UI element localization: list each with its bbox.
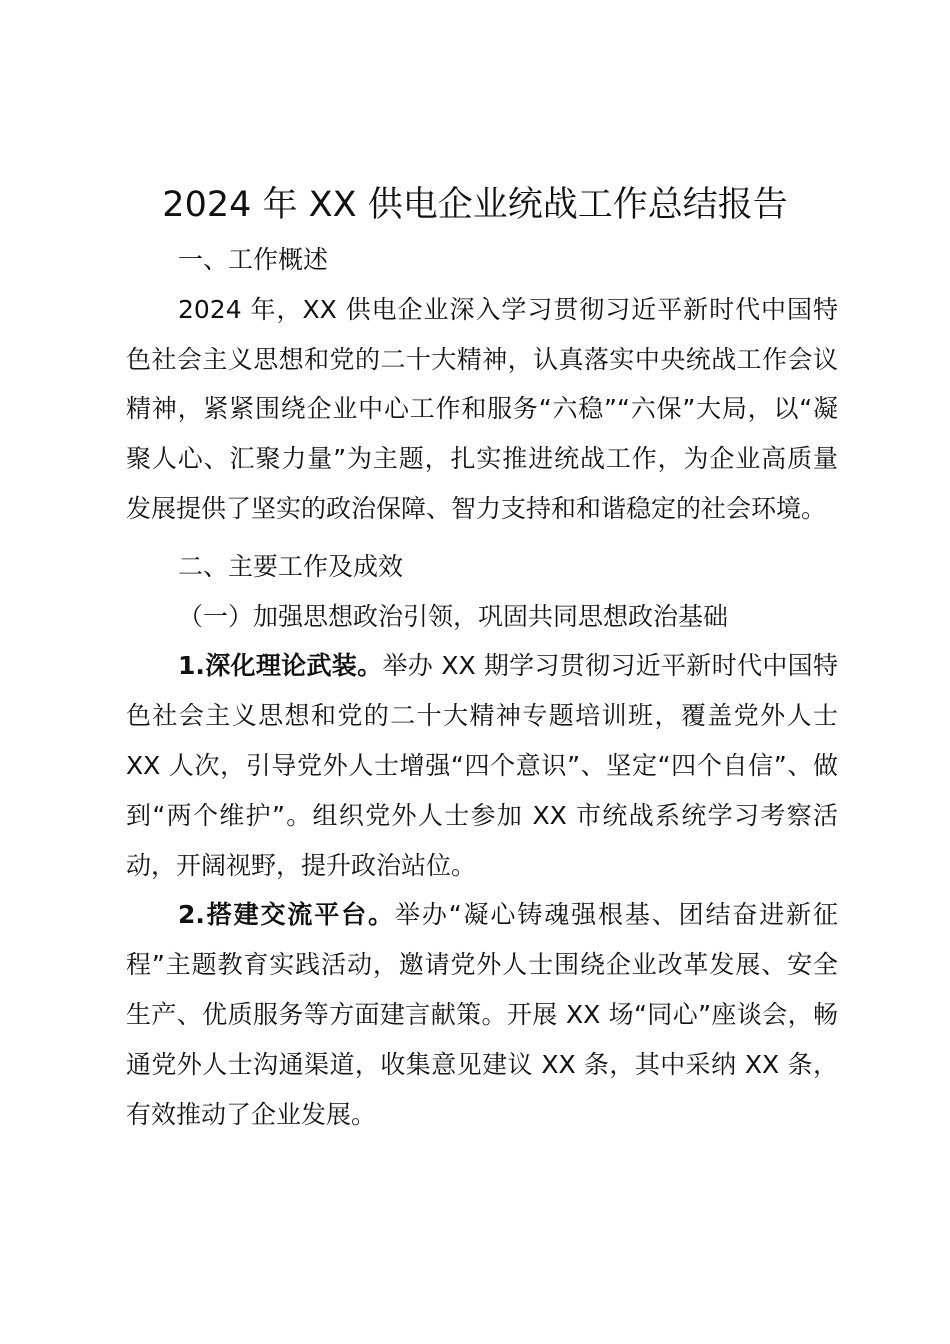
document-body [126,235,838,1139]
document-title: 2024 年 XX 供电企业统战工作总结报告 [162,185,788,225]
paragraph-overview: 2024 年，XX 供电企业深入学习贯彻习近平新时代中国特色社会主义思想和党的二十大精神，认真落实中央统战工作会议精神，紧紧围绕企业中心工作和服务“六稳”“六保”大局，以“凝聚人心、汇聚力量”为主题，扎实推进统战工作，为企业高质量发展提供了坚实的政治保障、智力支持和和谐稳定的社会环境。 [126,294,838,523]
paragraph-item-1 [126,641,838,890]
item-2-lead: 2.搭建交流平台。 [178,900,395,930]
section-heading-overview: 一、工作概述 [178,245,329,274]
item-1-text: 举办 XX 期学习贯彻习近平新时代中国特色社会主义思想和党的二十大精神专题培训班，覆盖党外人士 XX 人次，引导党外人士增强“四个意识”、坚定“四个自信”、做到“两个维护”。组织党外人士参加 XX 市统战系统学习考察活动，开阔视野，提升政治站位。 [126,651,838,880]
item-2-text: 举办“凝心铸魂强根基、团结奋进新征程”主题教育实践活动，邀请党外人士围绕企业改革发展、安全生产、优质服务等方面建言献策。开展 XX 场“同心”座谈会，畅通党外人士沟通渠道，收集意见建议 XX 条，其中采纳 XX 条，有效推动了企业发展。 [126,900,838,1129]
paragraph-item-2 [126,890,838,1139]
item-1-lead: 1.深化理论武装。 [178,651,383,681]
section-heading-main-work: 二、主要工作及成效 [178,551,404,581]
subsection-heading-ideology: （一）加强思想政治引领，巩固共同思想政治基础 [178,601,729,631]
